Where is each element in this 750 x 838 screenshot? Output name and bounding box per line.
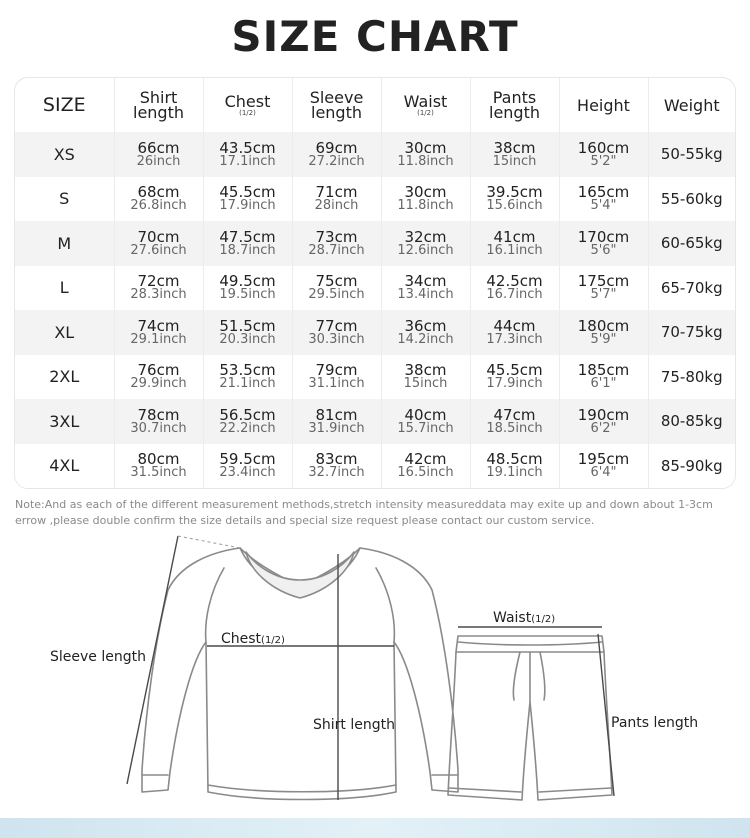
sleeve-primary-value: 69cm	[315, 138, 358, 157]
shirt-primary-value: 74cm	[137, 316, 180, 335]
waist-cell	[381, 221, 470, 266]
shorts-illustration	[448, 636, 612, 800]
size-cell: M	[15, 221, 114, 266]
header-label: Waist	[403, 91, 448, 111]
shirt-cell	[114, 444, 203, 489]
waist-primary-value: 38cm	[404, 361, 447, 380]
chest-secondary-value: 19.5inch	[219, 287, 276, 303]
size-cell: S	[15, 177, 114, 222]
weight-cell: 70-75kg	[660, 323, 723, 342]
height-cell	[559, 444, 648, 489]
header-cell	[559, 78, 648, 132]
waist-secondary-value: 16.5inch	[397, 465, 454, 481]
shirt-primary-value: 68cm	[137, 183, 180, 202]
pants-primary-value: 42.5cm	[486, 272, 543, 291]
size-cell: 2XL	[15, 355, 114, 400]
chest-cell	[203, 399, 292, 444]
height-cell	[559, 221, 648, 266]
height-cell	[559, 399, 648, 444]
chest-cell	[203, 221, 292, 266]
page-title: SIZE CHART	[231, 12, 519, 61]
height-secondary-value: 5'6"	[590, 242, 617, 258]
waist-secondary-value: 13.4inch	[397, 287, 454, 303]
waist-primary-value: 36cm	[404, 316, 447, 335]
waist-cell	[381, 355, 470, 400]
weight-cell: 65-70kg	[660, 278, 723, 297]
header-label: Sleeve length	[309, 88, 364, 122]
sleeve-primary-value: 71cm	[315, 183, 358, 202]
sleeve-primary-value: 77cm	[315, 316, 358, 335]
sleeve-cell	[292, 310, 381, 355]
height-secondary-value: 6'4"	[590, 465, 617, 481]
pants-length-label: Pants length	[611, 715, 699, 731]
table-row	[15, 310, 735, 355]
pants-cell	[470, 444, 559, 489]
pants-cell	[470, 266, 559, 311]
pants-primary-value: 47cm	[493, 405, 536, 424]
measurement-note	[15, 497, 740, 529]
chest-label	[221, 631, 285, 647]
size-cell: 3XL	[15, 399, 114, 444]
sleeve-secondary-value: 28inch	[314, 198, 359, 214]
height-cell	[559, 132, 648, 177]
height-secondary-value: 5'2"	[590, 153, 617, 169]
shirt-cell	[114, 132, 203, 177]
sleeve-primary-value: 81cm	[315, 405, 358, 424]
sleeve-primary-value: 73cm	[315, 227, 358, 246]
shirt-secondary-value: 31.5inch	[130, 465, 187, 481]
height-cell	[559, 355, 648, 400]
size-cell: L	[15, 266, 114, 311]
waist-secondary-value: 11.8inch	[397, 198, 454, 214]
shirt-secondary-value: 30.7inch	[130, 420, 187, 436]
chest-secondary-value: 21.1inch	[219, 376, 276, 392]
table-row	[15, 399, 735, 444]
waist-label-sub: (1/2)	[531, 614, 556, 625]
note-line-2: errow ,please double confirm the size details and special size request please contact our custom service.	[15, 514, 595, 527]
pants-primary-value: 38cm	[493, 138, 536, 157]
chest-primary-value: 49.5cm	[219, 272, 276, 291]
waist-secondary-value: 12.6inch	[397, 242, 454, 258]
shirt-illustration	[142, 548, 458, 800]
shirt-primary-value: 80cm	[137, 450, 180, 469]
weight-cell: 55-60kg	[660, 189, 723, 208]
pants-primary-value: 48.5cm	[486, 450, 543, 469]
sleeve-secondary-value: 30.3inch	[308, 331, 365, 347]
waist-secondary-value: 11.8inch	[397, 153, 454, 169]
chest-primary-value: 47.5cm	[219, 227, 276, 246]
waist-primary-value: 42cm	[404, 450, 447, 469]
pants-secondary-value: 18.5inch	[486, 420, 543, 436]
waist-primary-value: 40cm	[404, 405, 447, 424]
sleeve-secondary-value: 28.7inch	[308, 242, 365, 258]
height-secondary-value: 5'7"	[590, 287, 617, 303]
shirt-secondary-value: 29.1inch	[130, 331, 187, 347]
header-cell	[381, 78, 470, 132]
pants-primary-value: 44cm	[493, 316, 536, 335]
sleeve-secondary-value: 27.2inch	[308, 153, 365, 169]
table-row	[15, 132, 735, 177]
height-secondary-value: 6'1"	[590, 376, 617, 392]
chest-primary-value: 59.5cm	[219, 450, 276, 469]
header-cell	[292, 78, 381, 132]
chest-cell	[203, 310, 292, 355]
pants-secondary-value: 15.6inch	[486, 198, 543, 214]
sleeve-secondary-value: 31.9inch	[308, 420, 365, 436]
chest-primary-value: 43.5cm	[219, 138, 276, 157]
height-primary-value: 190cm	[577, 405, 630, 424]
pants-primary-value: 41cm	[493, 227, 536, 246]
size-cell: 4XL	[15, 444, 114, 489]
pants-secondary-value: 17.9inch	[486, 376, 543, 392]
pants-secondary-value: 16.1inch	[486, 242, 543, 258]
pants-cell	[470, 399, 559, 444]
chest-secondary-value: 20.3inch	[219, 331, 276, 347]
header-cell	[470, 78, 559, 132]
shirt-length-label: Shirt length	[313, 717, 395, 733]
waist-cell	[381, 310, 470, 355]
table-row	[15, 221, 735, 266]
height-primary-value: 195cm	[577, 450, 630, 469]
height-primary-value: 175cm	[577, 272, 630, 291]
weight-cell: 60-65kg	[660, 234, 723, 253]
table-row	[15, 266, 735, 311]
weight-cell: 50-55kg	[660, 145, 723, 164]
sleeve-cell	[292, 221, 381, 266]
height-primary-value: 170cm	[577, 227, 630, 246]
size-cell: XL	[15, 310, 114, 355]
garment-diagram	[0, 530, 750, 810]
chest-secondary-value: 22.2inch	[219, 420, 276, 436]
header-cell	[203, 78, 292, 132]
chest-secondary-value: 23.4inch	[219, 465, 276, 481]
chest-label-main: Chest	[221, 631, 262, 647]
shirt-cell	[114, 221, 203, 266]
pants-primary-value: 45.5cm	[486, 361, 543, 380]
waist-secondary-value: 15inch	[403, 376, 448, 392]
weight-cell: 75-80kg	[660, 367, 723, 386]
size-cell: XS	[15, 132, 114, 177]
sleeve-secondary-value: 31.1inch	[308, 376, 365, 392]
pants-cell	[470, 221, 559, 266]
shirt-secondary-value: 29.9inch	[130, 376, 187, 392]
pants-cell	[470, 355, 559, 400]
header-cell	[648, 78, 735, 132]
pants-cell	[470, 310, 559, 355]
header-sublabel: (1/2)	[239, 108, 256, 117]
chest-cell	[203, 355, 292, 400]
shirt-primary-value: 66cm	[137, 138, 180, 157]
chest-secondary-value: 17.9inch	[219, 198, 276, 214]
waist-primary-value: 32cm	[404, 227, 447, 246]
sleeve-primary-value: 75cm	[315, 272, 358, 291]
shirt-primary-value: 78cm	[137, 405, 180, 424]
chest-primary-value: 56.5cm	[219, 405, 276, 424]
header-label: Pants length	[489, 88, 540, 122]
waist-cell	[381, 266, 470, 311]
header-label: Shirt length	[133, 88, 184, 122]
sleeve-cell	[292, 132, 381, 177]
pants-secondary-value: 17.3inch	[486, 331, 543, 347]
shirt-cell	[114, 355, 203, 400]
chest-label-sub: (1/2)	[261, 635, 285, 646]
sleeve-length-label: Sleeve length	[50, 649, 146, 665]
chest-cell	[203, 132, 292, 177]
sleeve-primary-value: 79cm	[315, 361, 358, 380]
header-sublabel: (1/2)	[417, 108, 434, 117]
height-secondary-value: 5'4"	[590, 198, 617, 214]
waist-primary-value: 34cm	[404, 272, 447, 291]
table-row	[15, 177, 735, 222]
shirt-secondary-value: 26inch	[136, 153, 181, 169]
chest-cell	[203, 266, 292, 311]
pants-cell	[470, 177, 559, 222]
decorative-bottom-band	[0, 818, 750, 838]
height-primary-value: 160cm	[577, 138, 630, 157]
waist-cell	[381, 132, 470, 177]
chest-primary-value: 51.5cm	[219, 316, 276, 335]
pants-secondary-value: 19.1inch	[486, 465, 543, 481]
height-primary-value: 185cm	[577, 361, 630, 380]
sleeve-cell	[292, 177, 381, 222]
waist-label	[493, 610, 555, 626]
chest-primary-value: 45.5cm	[219, 183, 276, 202]
table-header-row	[15, 78, 735, 132]
header-cell	[114, 78, 203, 132]
sleeve-cell	[292, 444, 381, 489]
header-label: SIZE	[42, 93, 86, 116]
waist-secondary-value: 15.7inch	[397, 420, 454, 436]
shirt-cell	[114, 266, 203, 311]
height-cell	[559, 310, 648, 355]
sleeve-primary-value: 83cm	[315, 450, 358, 469]
height-secondary-value: 6'2"	[590, 420, 617, 436]
waist-primary-value: 30cm	[404, 138, 447, 157]
pants-cell	[470, 132, 559, 177]
height-primary-value: 165cm	[577, 183, 630, 202]
sleeve-cell	[292, 266, 381, 311]
waist-secondary-value: 14.2inch	[397, 331, 454, 347]
shirt-secondary-value: 28.3inch	[130, 287, 187, 303]
chest-cell	[203, 444, 292, 489]
sleeve-secondary-value: 32.7inch	[308, 465, 365, 481]
shirt-cell	[114, 177, 203, 222]
pants-secondary-value: 15inch	[492, 153, 537, 169]
height-primary-value: 180cm	[577, 316, 630, 335]
chest-cell	[203, 177, 292, 222]
shirt-primary-value: 76cm	[137, 361, 180, 380]
shirt-primary-value: 72cm	[137, 272, 180, 291]
weight-cell: 80-85kg	[660, 412, 723, 431]
height-secondary-value: 5'9"	[590, 331, 617, 347]
pants-primary-value: 39.5cm	[486, 183, 543, 202]
shirt-secondary-value: 27.6inch	[130, 242, 187, 258]
waist-cell	[381, 399, 470, 444]
table-row	[15, 444, 735, 489]
header-label: Height	[577, 95, 630, 115]
note-line-1: Note:And as each of the different measurement methods,stretch intensity measureddata may exite up and down about 1-3cm	[15, 498, 713, 511]
waist-label-main: Waist	[493, 610, 532, 626]
shirt-cell	[114, 399, 203, 444]
sleeve-cell	[292, 355, 381, 400]
shirt-cell	[114, 310, 203, 355]
chest-primary-value: 53.5cm	[219, 361, 276, 380]
waist-primary-value: 30cm	[404, 183, 447, 202]
size-chart-table	[14, 77, 736, 489]
header-label: Weight	[663, 95, 720, 115]
weight-cell: 85-90kg	[660, 456, 723, 475]
waist-cell	[381, 444, 470, 489]
chest-secondary-value: 18.7inch	[219, 242, 276, 258]
height-cell	[559, 177, 648, 222]
chest-secondary-value: 17.1inch	[219, 153, 276, 169]
shirt-secondary-value: 26.8inch	[130, 198, 187, 214]
height-cell	[559, 266, 648, 311]
pants-secondary-value: 16.7inch	[486, 287, 543, 303]
sleeve-cell	[292, 399, 381, 444]
header-label: Chest	[224, 91, 271, 111]
header-cell	[15, 78, 114, 132]
shirt-primary-value: 70cm	[137, 227, 180, 246]
table-row	[15, 355, 735, 400]
sleeve-secondary-value: 29.5inch	[308, 287, 365, 303]
waist-cell	[381, 177, 470, 222]
